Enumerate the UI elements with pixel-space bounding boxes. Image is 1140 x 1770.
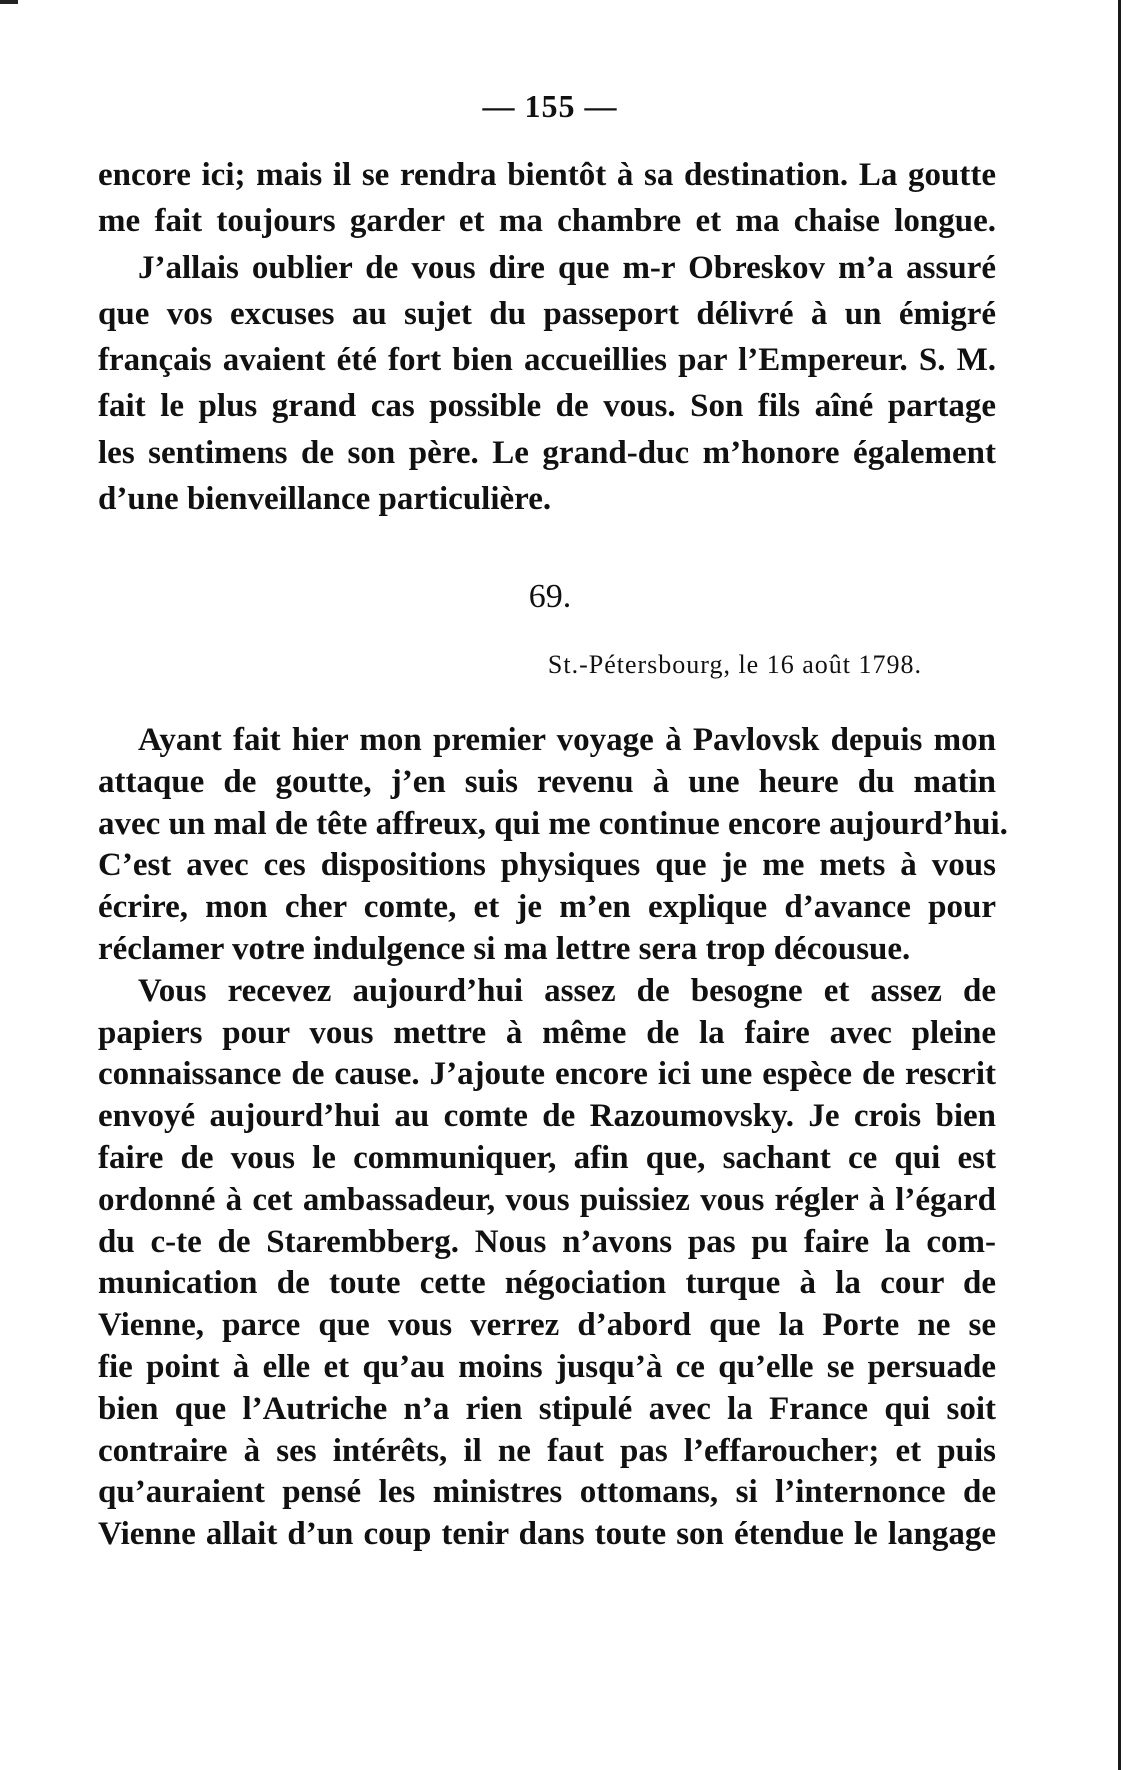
text-line: ordonné à cet ambassadeur, vous puissiez vous régler à l’égard (98, 1181, 996, 1218)
text-line: C’est avec ces dispositions physiques que je me mets à vous (98, 847, 996, 884)
text-line: fie point à elle et qu’au moins jusqu’à ce qu’elle se persuade (98, 1348, 996, 1385)
text-line: les sentimens de son père. Le grand-duc m’honore également (98, 434, 996, 471)
text-line: encore ici; mais il se rendra bientôt à sa destination. La goutte (98, 157, 996, 193)
text-line: fait le plus grand cas possible de vous. Son fils aîné partage (98, 388, 996, 425)
text-line: que vos excuses au sujet du passeport délivré à un émigré (98, 295, 996, 332)
letter-body (98, 720, 1008, 1556)
letter-dateline: St.-Pétersbourg, le 16 août 1798. (547, 650, 922, 679)
text-line: Vienne, parce que vous verrez d’abord que la Porte ne se (98, 1307, 996, 1344)
text-line: d’une bienveillance particulière. (98, 481, 552, 518)
text-line: papiers pour vous mettre à même de la faire avec pleine (98, 1014, 996, 1051)
text-line: bien que l’Autriche n’a rien stipulé avec la France qui soit (98, 1390, 996, 1427)
text-line: J’allais oublier de vous dire que m-r Obreskov m’a assuré (138, 249, 996, 286)
page-edge-rule (1118, 0, 1121, 1770)
page-number: — 155 — (482, 88, 618, 124)
top-paragraph (98, 152, 996, 522)
text-line: contraire à ses intérêts, il ne faut pas l’effaroucher; et puis (98, 1432, 996, 1469)
scan-corner-mark (0, 0, 18, 4)
text-line: Vienne allait d’un coup tenir dans toute son étendue le langage (98, 1516, 996, 1553)
text-line: du c-te de Starembberg. Nous n’avons pas pu faire la com- (98, 1223, 996, 1260)
text-line: réclamer votre indulgence si ma lettre sera trop décousue. (98, 930, 911, 967)
text-line: envoyé aujourd’hui au comte de Razoumovsky. Je crois bien (98, 1098, 996, 1135)
text-line: Vous recevez aujourd’hui assez de besogne et assez de (138, 972, 996, 1009)
letter-number: 69. (528, 578, 572, 615)
text-line: Ayant fait hier mon premier voyage à Pavlovsk depuis mon (138, 722, 996, 758)
text-line: écrire, mon cher comte, et je m’en explique d’avance pour (98, 889, 996, 926)
text-line: attaque de goutte, j’en suis revenu à une heure du matin (98, 763, 996, 800)
text-line: faire de vous le communiquer, afin que, sachant ce qui est (98, 1139, 996, 1176)
text-line: connaissance de cause. J’ajoute encore ici une espèce de rescrit (98, 1056, 996, 1093)
text-line: avec un mal de tête affreux, qui me continue encore aujourd’hui. (98, 805, 1008, 842)
text-line: munication de toute cette négociation turque à la cour de (98, 1265, 996, 1302)
text-line: français avaient été fort bien accueillies par l’Empereur. S. M. (98, 342, 996, 379)
text-line: me fait toujours garder et ma chambre et ma chaise longue. (98, 203, 996, 240)
text-line: qu’auraient pensé les ministres ottomans, si l’internonce de (98, 1474, 996, 1511)
